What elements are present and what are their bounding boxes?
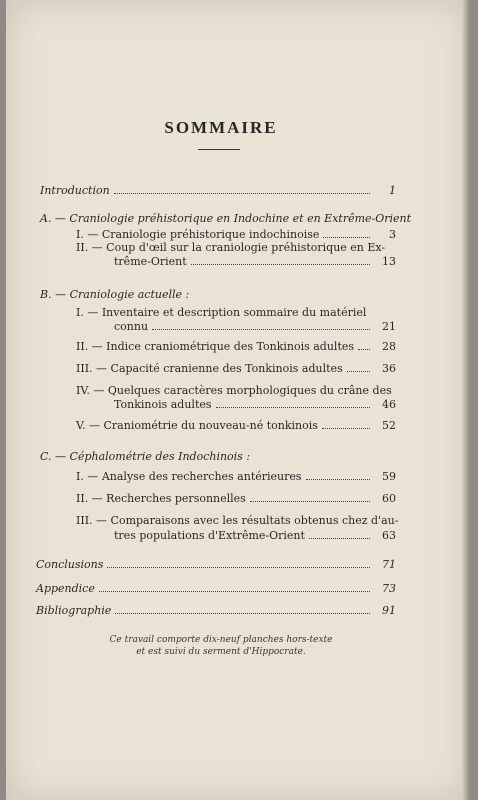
toc-entry-c2: II. — Recherches personnelles 60 xyxy=(76,492,396,505)
page-title: SOMMAIRE xyxy=(164,118,278,137)
toc-entry-b4: Tonkinois adultes 46 xyxy=(114,398,396,411)
toc-entry-a2: trême-Orient 13 xyxy=(114,255,396,268)
note-line-1: Ce travail comporte dix-neuf planches hors-texte xyxy=(109,635,333,645)
section-a-heading: A. — Craniologie préhistorique en Indochine et en Extrême-Orient xyxy=(40,212,412,225)
toc-entry-a2-line1: II. — Coup d'œil sur la craniologie préhistorique en Ex- xyxy=(76,241,386,254)
toc-entry-a1: I. — Craniologie préhistorique indochinoise 3 xyxy=(76,228,396,241)
toc-entry-c3: tres populations d'Extrême-Orient 63 xyxy=(114,529,396,542)
toc-entry-b5: V. — Craniométrie du nouveau-né tonkinois 52 xyxy=(76,419,396,432)
toc-entry-b3: III. — Capacité cranienne des Tonkinois adultes 36 xyxy=(76,362,396,375)
toc-entry-appendice: Appendice 73 xyxy=(36,582,396,595)
toc-entry-c3-line1: III. — Comparaisons avec les résultats obtenus chez d'au- xyxy=(76,514,399,527)
toc-entry-b1-line1: I. — Inventaire et description sommaire du matériel xyxy=(76,306,367,319)
page-edge-shadow xyxy=(462,0,470,800)
toc-entry-conclusions: Conclusions 71 xyxy=(36,558,396,571)
toc-entry-b4-line1: IV. — Quelques caractères morphologiques du crâne des xyxy=(76,384,392,397)
toc-entry-b2: II. — Indice craniométrique des Tonkinois adultes 28 xyxy=(76,340,396,353)
document-page xyxy=(6,0,470,800)
toc-entry-bibliographie: Bibliographie 91 xyxy=(36,604,396,617)
toc-entry-c1: I. — Analyse des recherches antérieures 59 xyxy=(76,470,396,483)
toc-entry-b1: connu 21 xyxy=(114,320,396,333)
section-c-heading: C. — Céphalométrie des Indochinois : xyxy=(40,450,251,463)
note-line-2: et est suivi du serment d'Hippocrate. xyxy=(136,647,306,657)
title-divider xyxy=(198,149,240,150)
toc-entry-introduction: Introduction 1 xyxy=(40,184,396,197)
section-b-heading: B. — Craniologie actuelle : xyxy=(40,288,190,301)
